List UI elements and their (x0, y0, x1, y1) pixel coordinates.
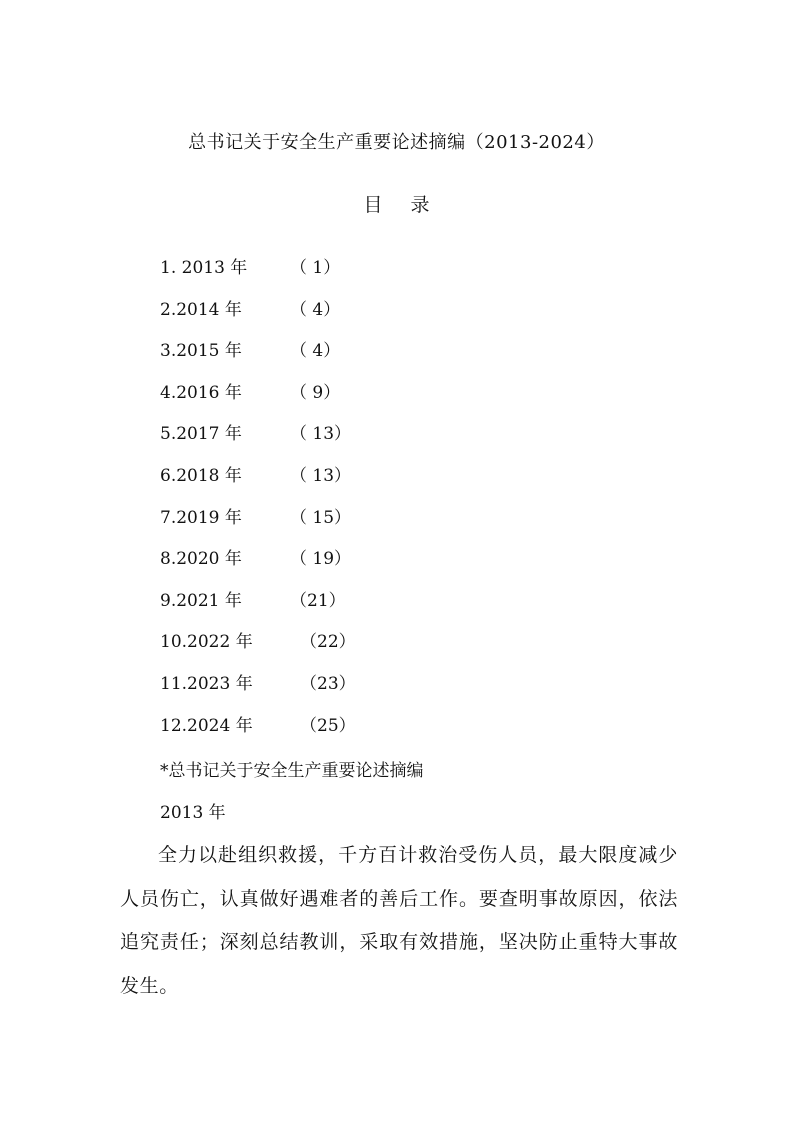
toc-entry-2023[interactable] (160, 672, 356, 714)
toc-entry-label: 2.2014 年 (160, 299, 242, 320)
toc-entry-label: 5.2017 年 (160, 424, 242, 445)
toc-heading (0, 190, 793, 217)
table-of-contents (160, 256, 356, 755)
toc-entry-2022[interactable] (160, 630, 356, 672)
toc-entry-2014[interactable] (160, 298, 356, 340)
toc-entry-label: 11.2023 年 (160, 673, 253, 694)
toc-entry-page: （ 4） (290, 341, 341, 362)
body-paragraph: 全力以赴组织救援，千方百计救治受伤人员，最大限度减少人员伤亡，认真做好遇难者的善后工作。要查明事故原因，依法追究责任；深刻总结教训，采取有效措施，坚决防止重特大事故发生。 (120, 844, 678, 997)
toc-entry-2021[interactable] (160, 589, 356, 631)
toc-entry-page: （ 13） (290, 465, 352, 486)
toc-entry-2024[interactable] (160, 714, 356, 756)
toc-entry-label: 8.2020 年 (160, 549, 242, 570)
toc-entry-page: （ 1） (290, 258, 341, 278)
toc-entry-label: 9.2021 年 (160, 590, 242, 611)
toc-entry-2020[interactable] (160, 547, 356, 589)
toc-entry-2013[interactable] (160, 256, 356, 298)
toc-entry-page: （22） (300, 632, 356, 653)
toc-entry-page: （ 9） (290, 382, 341, 403)
toc-entry-label: 1. 2013 年 (160, 258, 248, 278)
toc-entry-page: （23） (300, 673, 356, 694)
toc-entry-page: （25） (300, 715, 356, 736)
toc-entry-page: （ 4） (290, 299, 341, 320)
toc-entry-label: 10.2022 年 (160, 632, 253, 653)
toc-entry-page: （ 13） (290, 424, 352, 445)
toc-entry-2015[interactable] (160, 339, 356, 381)
toc-entry-2016[interactable] (160, 381, 356, 423)
toc-entry-2017[interactable] (160, 422, 356, 464)
toc-entry-label: 6.2018 年 (160, 465, 242, 486)
toc-heading-char: 录 (410, 194, 430, 216)
toc-entry-page: （ 19） (290, 549, 352, 570)
toc-entry-label: 4.2016 年 (160, 382, 242, 403)
toc-entry-label: 3.2015 年 (160, 341, 242, 362)
toc-entry-2019[interactable] (160, 506, 356, 548)
toc-entry-label: 7.2019 年 (160, 507, 242, 528)
document-title: 总书记关于安全生产重要论述摘编（2013-2024） (188, 132, 605, 153)
toc-entry-label: 12.2024 年 (160, 715, 253, 736)
section-subtitle: *总书记关于安全生产重要论述摘编 (160, 761, 424, 781)
toc-entry-2018[interactable] (160, 464, 356, 506)
toc-heading-char: 目 (363, 194, 383, 216)
toc-entry-page: （ 15） (290, 507, 352, 528)
toc-entry-page: （21） (290, 590, 346, 611)
year-heading: 2013 年 (160, 803, 226, 823)
